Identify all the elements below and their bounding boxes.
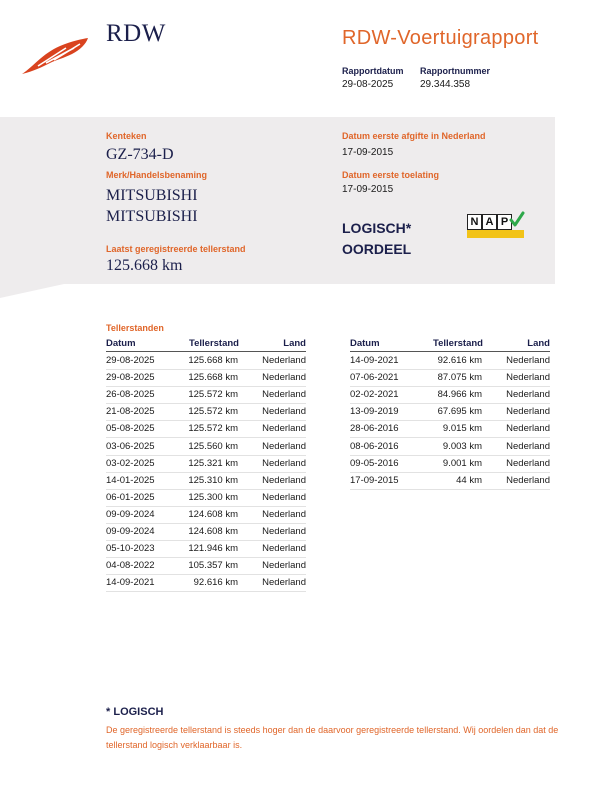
table-row: [106, 523, 306, 541]
row-date: 14-09-2021: [350, 355, 399, 366]
row-reading: 124.608 km: [188, 508, 238, 520]
table-header: [106, 338, 306, 352]
row-country: Nederland: [506, 355, 550, 366]
table-row: [106, 386, 306, 404]
row-reading: 125.560 km: [188, 440, 238, 452]
row-date: 14-01-2025: [106, 474, 155, 486]
row-country: Nederland: [506, 474, 550, 486]
row-date: 13-09-2019: [350, 406, 399, 418]
verdict-line-1: LOGISCH*: [342, 220, 412, 236]
header-reading: Tellerstand: [433, 338, 483, 349]
row-reading: 9.015 km: [442, 423, 482, 435]
rdw-feather-logo: [20, 36, 90, 76]
row-country: Nederland: [262, 389, 306, 401]
row-date: 07-06-2021: [350, 372, 399, 384]
table-row: [350, 369, 550, 387]
table-row: [106, 557, 306, 575]
table-row: [106, 455, 306, 473]
table-row: [350, 472, 550, 490]
table-row: [106, 420, 306, 438]
row-reading: 105.357 km: [188, 560, 238, 572]
row-reading: 44 km: [456, 474, 482, 486]
make-value: MITSUBISHI: [106, 187, 198, 204]
row-country: Nederland: [262, 355, 306, 366]
row-country: Nederland: [262, 440, 306, 452]
report-date-label: Rapportdatum: [342, 66, 404, 76]
row-country: Nederland: [262, 423, 306, 435]
row-country: Nederland: [506, 440, 550, 452]
row-country: Nederland: [262, 560, 306, 572]
row-country: Nederland: [262, 474, 306, 486]
row-date: 09-09-2024: [106, 508, 155, 520]
nap-letter-p: P: [497, 214, 512, 230]
row-date: 03-06-2025: [106, 440, 155, 452]
report-number-label: Rapportnummer: [420, 66, 491, 76]
table-row: [106, 403, 306, 421]
row-date: 09-05-2016: [350, 457, 399, 469]
row-date: 17-09-2015: [350, 474, 399, 486]
row-reading: 87.075 km: [437, 372, 482, 384]
row-reading: 92.616 km: [193, 577, 238, 589]
row-reading: 124.608 km: [188, 526, 238, 537]
org-name: RDW: [106, 20, 166, 47]
row-country: Nederland: [262, 457, 306, 469]
row-date: 04-08-2022: [106, 560, 155, 572]
nap-letter-a: A: [482, 214, 497, 230]
row-country: Nederland: [262, 372, 306, 384]
table-row: [106, 574, 306, 592]
row-country: Nederland: [506, 389, 550, 401]
row-date: 14-09-2021: [106, 577, 155, 589]
row-country: Nederland: [262, 526, 306, 537]
table-row: [106, 438, 306, 456]
row-date: 08-06-2016: [350, 440, 399, 452]
header-date: Datum: [350, 338, 380, 349]
row-country: Nederland: [262, 406, 306, 418]
footnote-text: De geregistreerde tellerstand is steeds hoger dan de daarvoor geregistreerde tellerstand. Wij oordelen dan dat de tellerstand logisch verklaarbaar is.: [106, 725, 559, 750]
row-reading: 84.966 km: [437, 389, 482, 401]
row-date: 29-08-2025: [106, 372, 155, 384]
row-country: Nederland: [262, 577, 306, 589]
check-icon: [509, 211, 525, 229]
row-country: Nederland: [262, 543, 306, 555]
plate-label: Kenteken: [106, 131, 147, 141]
row-date: 26-08-2025: [106, 389, 155, 401]
row-date: 28-06-2016: [350, 423, 399, 435]
model-value: MITSUBISHI: [106, 208, 198, 225]
table-row: [350, 455, 550, 473]
header-reading: Tellerstand: [189, 338, 239, 349]
verdict: [342, 218, 411, 260]
report-number: 29.344.358: [420, 79, 471, 90]
nap-bar: [467, 230, 524, 238]
table-row: [350, 386, 550, 404]
row-date: 02-02-2021: [350, 389, 399, 401]
readings-title: Tellerstanden: [106, 323, 164, 333]
row-reading: 125.668 km: [188, 355, 238, 366]
table-row: [350, 403, 550, 421]
row-country: Nederland: [506, 406, 550, 418]
row-date: 21-08-2025: [106, 406, 155, 418]
row-reading: 92.616 km: [437, 355, 482, 366]
table-row: [106, 352, 306, 370]
report-title: RDW-Voertuigrapport: [342, 27, 539, 49]
row-reading: 9.001 km: [442, 457, 482, 469]
row-reading: 125.668 km: [188, 372, 238, 384]
row-country: Nederland: [262, 491, 306, 503]
table-row: [106, 369, 306, 387]
table-row: [350, 352, 550, 370]
table-row: [106, 540, 306, 558]
row-reading: 125.300 km: [188, 491, 238, 503]
footnote-marker: *: [106, 706, 111, 718]
table-row: [106, 472, 306, 490]
first-admission-label: Datum eerste toelating: [342, 170, 440, 180]
header-country: Land: [527, 338, 550, 349]
table-row: [350, 420, 550, 438]
row-reading: 125.310 km: [188, 474, 238, 486]
row-reading: 9.003 km: [442, 440, 482, 452]
row-reading: 67.695 km: [437, 406, 482, 418]
row-date: 05-10-2023: [106, 543, 155, 555]
table-row: [106, 506, 306, 524]
first-nl-label: Datum eerste afgifte in Nederland: [342, 131, 486, 141]
row-reading: 125.572 km: [188, 389, 238, 401]
row-date: 03-02-2025: [106, 457, 155, 469]
table-header: [350, 338, 550, 352]
panel-notch: [0, 284, 64, 298]
vehicle-summary-panel: [0, 117, 555, 284]
header-date: Datum: [106, 338, 136, 349]
row-country: Nederland: [262, 508, 306, 520]
table-row: [106, 489, 306, 507]
first-admission-value: 17-09-2015: [342, 184, 394, 195]
row-country: Nederland: [506, 457, 550, 469]
row-reading: 125.572 km: [188, 423, 238, 435]
nap-letter-n: N: [467, 214, 482, 230]
make-label: Merk/Handelsbenaming: [106, 170, 208, 180]
odometer-label: Laatst geregistreerde tellerstand: [106, 244, 246, 254]
row-country: Nederland: [506, 372, 550, 384]
row-country: Nederland: [506, 423, 550, 435]
row-reading: 125.572 km: [188, 406, 238, 418]
row-date: 29-08-2025: [106, 355, 155, 366]
verdict-line-2: OORDEEL: [342, 241, 412, 257]
plate-value: GZ-734-D: [106, 146, 174, 163]
footnote-heading: LOGISCH: [113, 706, 164, 718]
row-date: 05-08-2025: [106, 423, 155, 435]
row-reading: 125.321 km: [188, 457, 238, 469]
row-date: 09-09-2024: [106, 526, 155, 537]
table-row: [350, 438, 550, 456]
header-country: Land: [283, 338, 306, 349]
nap-logo: [467, 214, 524, 238]
odometer-value: 125.668 km: [106, 257, 183, 274]
footnote-title: [106, 706, 163, 718]
first-nl-value: 17-09-2015: [342, 147, 394, 158]
row-reading: 121.946 km: [188, 543, 238, 555]
report-date: 29-08-2025: [342, 79, 394, 90]
row-date: 06-01-2025: [106, 491, 155, 503]
